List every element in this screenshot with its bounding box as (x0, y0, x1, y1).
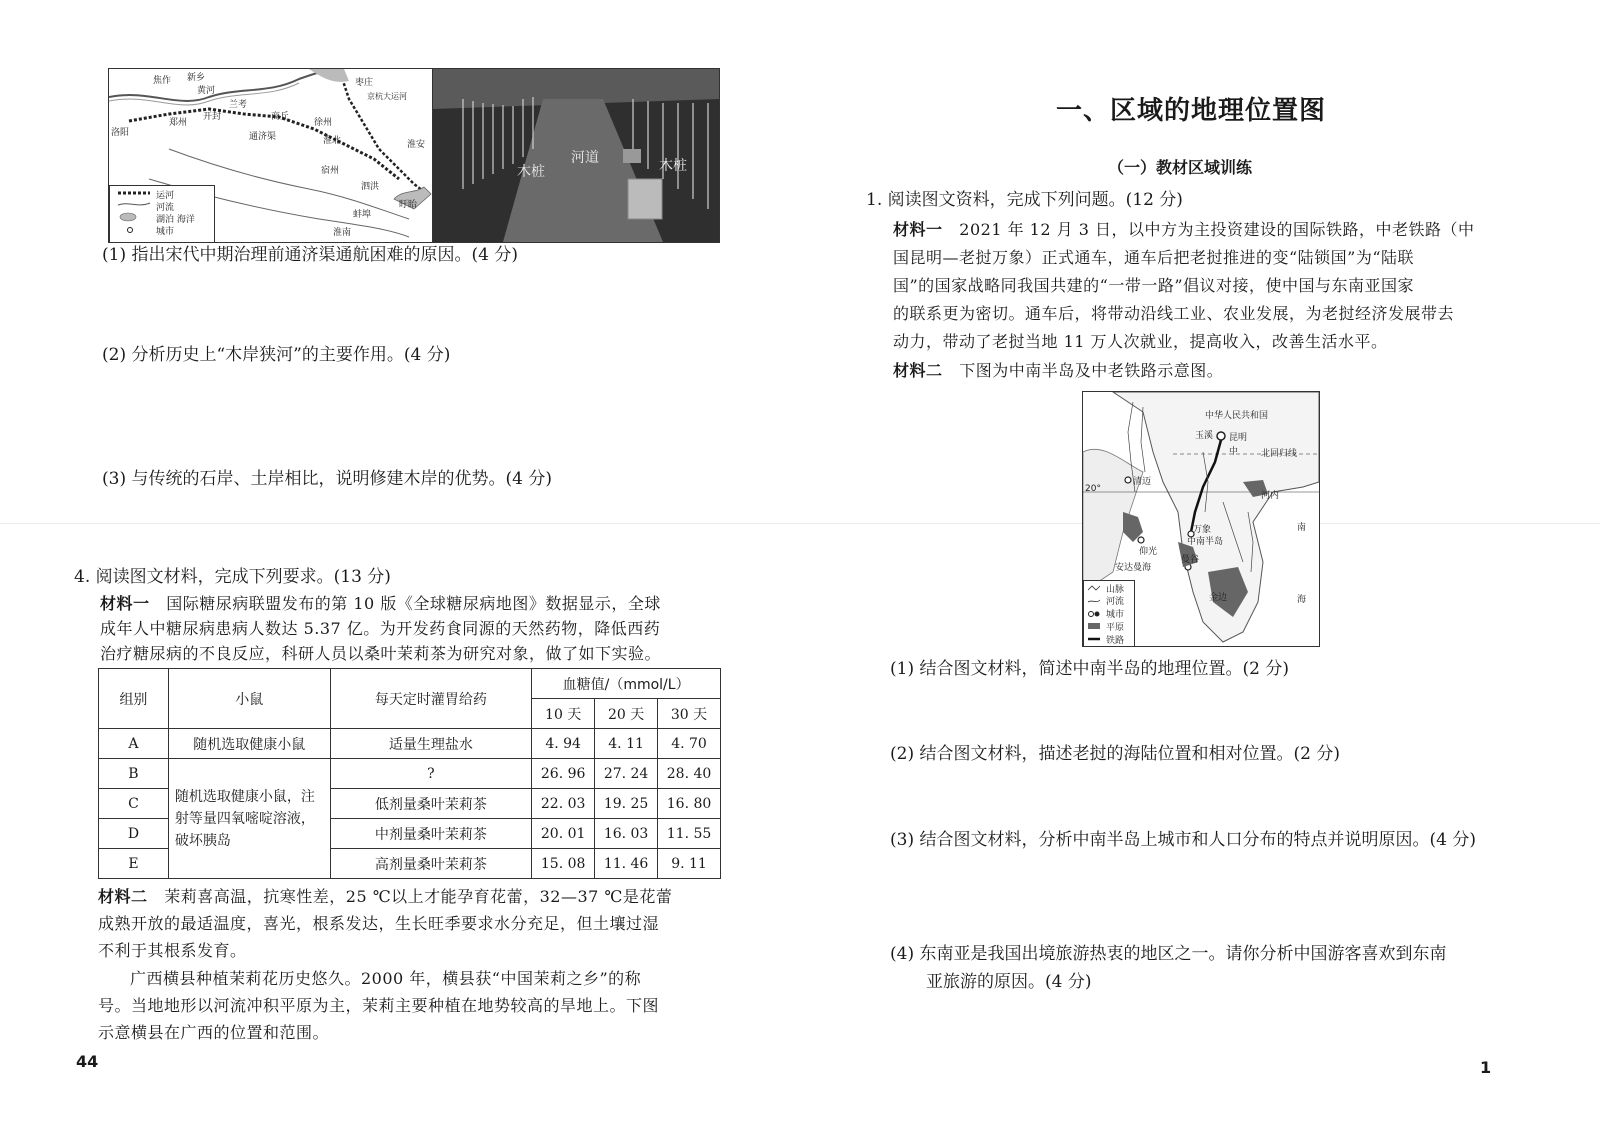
legend-label: 河流 (1106, 597, 1125, 607)
map-label: 通济渠 (249, 132, 277, 142)
q1-material-2 (893, 357, 1223, 384)
material-text-line: 不利于其根系发育。 (98, 941, 247, 960)
map-label: 海 (1297, 595, 1307, 605)
material-text-line: 广西横县种植茉莉花历史悠久。2000 年，横县获“中国茉莉之乡”的称 (130, 969, 642, 988)
question-1-4-cont: 亚旅游的原因。(4 分) (926, 972, 1092, 992)
map-label: 京杭大运河 (367, 92, 407, 101)
legend-label: 山脉 (1106, 585, 1125, 595)
legend-label: 河流 (156, 203, 175, 213)
question-3-3: (3) 与传统的石岸、土岸相比，说明修建木岸的优势。(4 分) (102, 469, 552, 489)
map-label: 开封 (203, 112, 222, 122)
question-3-1: (1) 指出宋代中期治理前通济渠通航困难的原因。(4 分) (102, 245, 518, 265)
map-label: 昆明 (1229, 433, 1248, 443)
map-label: 万象 (1193, 525, 1212, 535)
material-label: 材料一 (100, 594, 150, 613)
table-header-day10: 10 天 (532, 699, 595, 729)
legend-label: 城市 (156, 227, 175, 237)
table-cell: C (99, 789, 169, 819)
table-cell: D (99, 819, 169, 849)
material-text-line: 国”的国家战略同我国共建的“一带一路”倡议对接，使中国与东南亚国家 (893, 276, 1415, 295)
map-label: 安达曼海 (1115, 563, 1152, 573)
table-cell: 19. 25 (595, 789, 658, 819)
table-cell: 11. 55 (658, 819, 721, 849)
map-label: 新乡 (187, 73, 206, 83)
map-label: 玉溪 (1195, 431, 1214, 441)
table-cell: B (99, 759, 169, 789)
material-label: 材料二 (893, 361, 943, 380)
map-label: 商丘 (271, 112, 290, 122)
map-label: 河内 (1261, 491, 1280, 501)
table-header-glucose: 血糖值/（mmol/L） (532, 669, 721, 699)
map-label: 郑州 (169, 118, 188, 128)
table-cell: 随机选取健康小鼠，注射等量四氧嘧啶溶液，破坏胰岛 (168, 759, 330, 879)
material-text-line: 的联系更为密切。通车后，将带动沿线工业、农业发展，为老挝经济发展带去 (893, 304, 1455, 323)
material-text-line: 茉莉喜高温，抗寒性差，25 ℃以上才能孕育花蕾，32—37 ℃是花蕾 (164, 887, 673, 906)
map-label: 泗洪 (361, 182, 380, 192)
table-cell: 22. 03 (532, 789, 595, 819)
map-label: 淮北 (323, 136, 342, 146)
section-subtitle: （一）教材区域训练 (1108, 158, 1253, 177)
material-text-line: 成年人中糖尿病患病人数达 5.37 亿。为开发药食同源的天然药物，降低西药 (100, 619, 661, 638)
question-1-1: (1) 结合图文材料，简述中南半岛的地理位置。(2 分) (890, 659, 1289, 679)
experiment-table (98, 668, 721, 879)
material-text-line: 2021 年 12 月 3 日，以中方为主投资建设的国际铁路，中老铁路（中 (959, 220, 1475, 239)
material-text-line: 号。当地地形以河流冲积平原为主，茉莉主要种植在地势较高的旱地上。下图 (98, 996, 660, 1015)
table-cell: 中剂量桑叶茉莉茶 (330, 819, 532, 849)
q4-material-1 (100, 590, 661, 617)
material-text-line: 国际糖尿病联盟发布的第 10 版《全球糖尿病地图》数据显示，全球 (166, 594, 661, 613)
q4-material-2 (98, 883, 672, 910)
table-cell: 16. 80 (658, 789, 721, 819)
map-label: 盱眙 (399, 200, 418, 210)
table-cell: 4. 70 (658, 729, 721, 759)
map-label: 兰考 (229, 100, 248, 110)
table-cell: 27. 24 (595, 759, 658, 789)
question-1-stem: 1. 阅读图文资料，完成下列问题。(12 分) (866, 190, 1183, 210)
legend-label: 湖泊 海洋 (156, 215, 195, 225)
map-legend (1083, 580, 1135, 647)
table-row (99, 729, 721, 759)
question-1-2: (2) 结合图文材料，描述老挝的海陆位置和相对位置。(2 分) (890, 744, 1340, 764)
table-cell: 28. 40 (658, 759, 721, 789)
question-1-4: (4) 东南亚是我国出境旅游热衷的地区之一。请你分析中国游客喜欢到东南 (890, 944, 1447, 964)
table-cell: A (99, 729, 169, 759)
map-label: 仰光 (1139, 547, 1158, 557)
map-label: 中 (1229, 447, 1239, 457)
material-label: 材料二 (98, 887, 148, 906)
page-number-left: 44 (76, 1052, 99, 1071)
section-title: 一、区域的地理位置图 (1056, 96, 1327, 126)
question-3-2: (2) 分析历史上“木岸狭河”的主要作用。(4 分) (102, 345, 451, 365)
indochina-map-figure (1082, 391, 1320, 647)
canal-map-figure (108, 68, 434, 243)
map-label: 20° (1085, 484, 1101, 494)
legend-label: 运河 (156, 191, 175, 201)
table-header-day20: 20 天 (595, 699, 658, 729)
map-label: 黄河 (197, 86, 216, 96)
photo-label: 木桩 (517, 164, 545, 180)
q1-material-1 (893, 216, 1474, 243)
map-label: 徐州 (314, 118, 333, 128)
table-header-group: 组别 (99, 669, 169, 729)
table-cell: 低剂量桑叶茉莉茶 (330, 789, 532, 819)
map-legend (109, 185, 215, 243)
table-row (99, 759, 721, 789)
table-cell: ? (330, 759, 532, 789)
table-cell: 9. 11 (658, 849, 721, 879)
map-label: 清迈 (1133, 477, 1152, 487)
material-text-line: 示意横县在广西的位置和范围。 (98, 1023, 330, 1042)
legend-label: 平原 (1106, 623, 1125, 633)
legend-label: 铁路 (1106, 636, 1125, 646)
map-label: 淮南 (333, 228, 352, 238)
map-label: 曼谷 (1181, 555, 1200, 565)
map-label: 北回归线 (1261, 449, 1298, 459)
question-4-stem: 4. 阅读图文材料，完成下列要求。(13 分) (74, 567, 391, 587)
canal-photo-figure (432, 68, 720, 243)
table-cell: 随机选取健康小鼠 (168, 729, 330, 759)
map-label: 枣庄 (355, 78, 374, 88)
table-cell: 20. 01 (532, 819, 595, 849)
material-text-line: 国昆明—老挝万象）正式通车，通车后把老挝推进的变“陆锁国”为“陆联 (893, 248, 1415, 267)
map-label: 中南半岛 (1187, 537, 1224, 547)
table-cell: 15. 08 (532, 849, 595, 879)
map-label: 淮安 (407, 140, 426, 150)
table-header-day30: 30 天 (658, 699, 721, 729)
table-cell: 高剂量桑叶茉莉茶 (330, 849, 532, 879)
map-label: 南 (1297, 523, 1307, 533)
question-1-3: (3) 结合图文材料，分析中南半岛上城市和人口分布的特点并说明原因。(4 分) (890, 830, 1476, 850)
map-label: 洛阳 (111, 128, 130, 138)
map-label: 焦作 (153, 76, 172, 86)
table-cell: 11. 46 (595, 849, 658, 879)
table-cell: 适量生理盐水 (330, 729, 532, 759)
table-cell: 16. 03 (595, 819, 658, 849)
table-header-mouse: 小鼠 (168, 669, 330, 729)
map-label: 蚌埠 (353, 210, 372, 220)
map-label: 中华人民共和国 (1205, 411, 1269, 421)
page-number-right: 1 (1480, 1058, 1492, 1077)
map-label: 金边 (1209, 593, 1228, 603)
map-label: 宿州 (321, 166, 340, 176)
legend-label: 城市 (1106, 610, 1125, 620)
page-fold-line (0, 523, 1600, 524)
material-text-line: 下图为中南半岛及中老铁路示意图。 (959, 361, 1224, 380)
material-text-line: 成熟开放的最适温度，喜光，根系发达，生长旺季要求水分充足，但土壤过湿 (98, 914, 660, 933)
table-cell: 4. 11 (595, 729, 658, 759)
material-text-line: 动力，带动了老挝当地 11 万人次就业，提高收入，改善生活水平。 (893, 332, 1388, 351)
table-cell: 26. 96 (532, 759, 595, 789)
material-text-line: 治疗糖尿病的不良反应，科研人员以桑叶茉莉茶为研究对象，做了如下实验。 (100, 644, 662, 663)
photo-label: 木桩 (659, 158, 687, 174)
table-cell: 4. 94 (532, 729, 595, 759)
table-cell: E (99, 849, 169, 879)
material-label: 材料一 (893, 220, 943, 239)
table-header-dose: 每天定时灌胃给药 (330, 669, 532, 729)
photo-label: 河道 (571, 150, 599, 166)
